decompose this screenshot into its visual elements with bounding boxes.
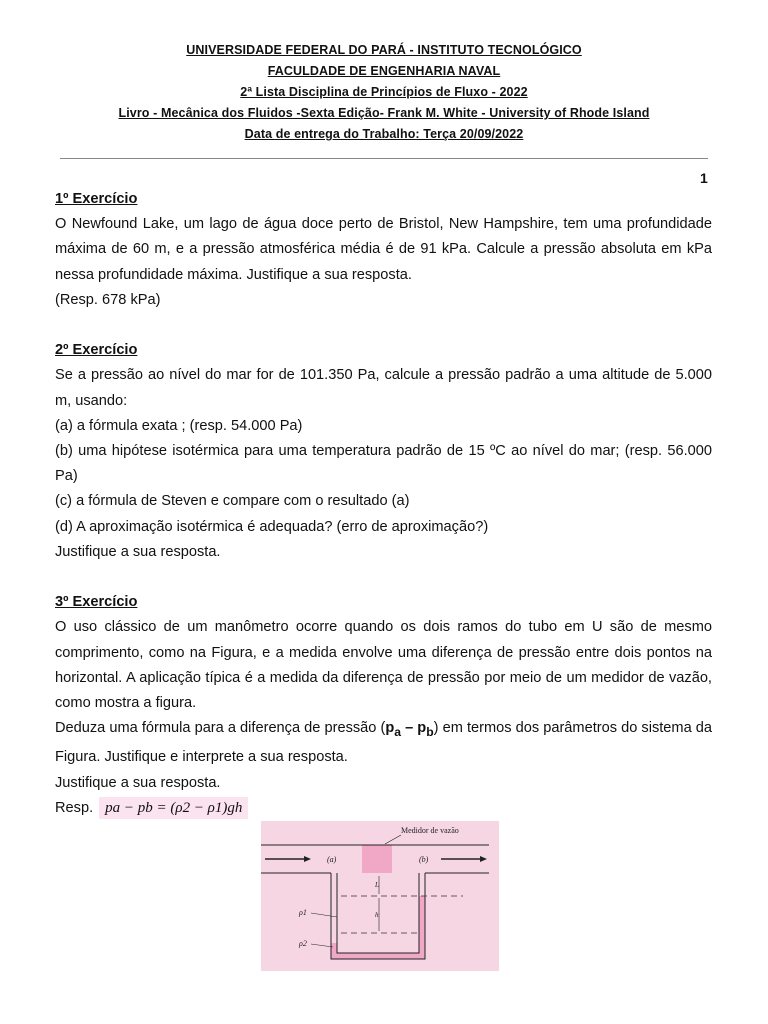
- exercise-3-deduce: [55, 716, 712, 770]
- exercise-2-body: Se a pressão ao nível do mar for de 101.350 Pa, calcule a pressão padrão a uma altitude de 5.000 m, usando:: [55, 367, 712, 409]
- exercise-2-title: 2º Exercício: [55, 342, 138, 359]
- header-due-date: Data de entrega do Trabalho: Terça 20/09/2022: [244, 127, 524, 141]
- page-number: 1: [700, 170, 708, 186]
- label-rho1: ρ1: [299, 908, 307, 917]
- document-header: [0, 40, 768, 145]
- deduce-text-before: Deduza uma fórmula para a diferença de pressão (: [55, 720, 386, 737]
- exercise-1-body: O Newfound Lake, um lago de água doce perto de Bristol, New Hampshire, tem uma profundidade máxima de 60 m, e a pressão atmosférica média é de 91 kPa. Calcule a pressão absoluta em kPa nessa profundidade máxima. Justifique a sua resposta.: [55, 216, 712, 283]
- symbol-dash: –: [401, 720, 418, 737]
- header-list: 2ª Lista Disciplina de Princípios de Fluxo - 2022: [240, 85, 528, 99]
- exercise-2-item-b: (b) uma hipótese isotérmica para uma temperatura padrão de 15 ºC ao nível do mar; (resp. 56.000 Pa): [55, 443, 712, 485]
- label-rho2: ρ2: [299, 939, 307, 948]
- header-book: Livro - Mecânica dos Fluidos -Sexta Edição- Frank M. White - University of Rhode Island: [118, 106, 650, 120]
- exercise-2-item-a: (a) a fórmula exata ; (resp. 54.000 Pa): [55, 417, 303, 434]
- symbol-pa: $p_a$: [385, 720, 402, 740]
- header-faculty: FACULDADE DE ENGENHARIA NAVAL: [267, 64, 501, 78]
- answer-label: Resp.: [55, 799, 94, 816]
- deduce-text-after: ) em termos dos parâmetros do sistema da Figura. Justifique e interprete a sua resposta.: [55, 720, 712, 766]
- exercise-1-answer: (Resp. 678 kPa): [55, 291, 161, 308]
- spacer: [55, 565, 712, 590]
- exercise-2-justify: Justifique a sua resposta.: [55, 543, 221, 560]
- answer-formula: pa − pb = (ρ2 − ρ1)gh: [99, 797, 248, 819]
- flow-meter: [362, 845, 392, 873]
- exercise-3-title: 3º Exercício: [55, 594, 138, 611]
- exercise-2-item-d: (d) A aproximação isotérmica é adequada? (erro de aproximação?): [55, 518, 489, 535]
- header-divider: [60, 158, 708, 159]
- label-h: h: [375, 911, 379, 919]
- document-body: [55, 187, 712, 821]
- exercise-2-item-c: (c) a fórmula de Steven e compare com o resultado (a): [55, 493, 410, 510]
- exercise-1-title: 1º Exercício: [55, 191, 138, 207]
- label-l: L: [375, 881, 379, 889]
- exercise-3-justify: Justifique a sua resposta.: [55, 774, 221, 791]
- exercise-3-answer: [55, 796, 712, 821]
- figure-background: [261, 821, 499, 971]
- symbol-pb: $p_b$: [417, 720, 434, 740]
- label-b: (b): [419, 855, 429, 864]
- spacer: [55, 313, 712, 338]
- header-university: UNIVERSIDADE FEDERAL DO PARÁ - INSTITUTO TECNOLÓGICO: [186, 43, 582, 57]
- manometer-figure: [261, 821, 499, 971]
- meter-label: Medidor de vazão: [401, 826, 459, 835]
- exercise-3-body: O uso clássico de um manômetro ocorre quando os dois ramos do tubo em U são de mesmo comprimento, como na Figura, e a medida envolve uma diferença de pressão entre dois pontos na horizontal. A aplicação típica é a medida da diferença de pressão por meio de um medidor de vazão, como mostra a figura.: [55, 619, 712, 712]
- label-a: (a): [327, 855, 337, 864]
